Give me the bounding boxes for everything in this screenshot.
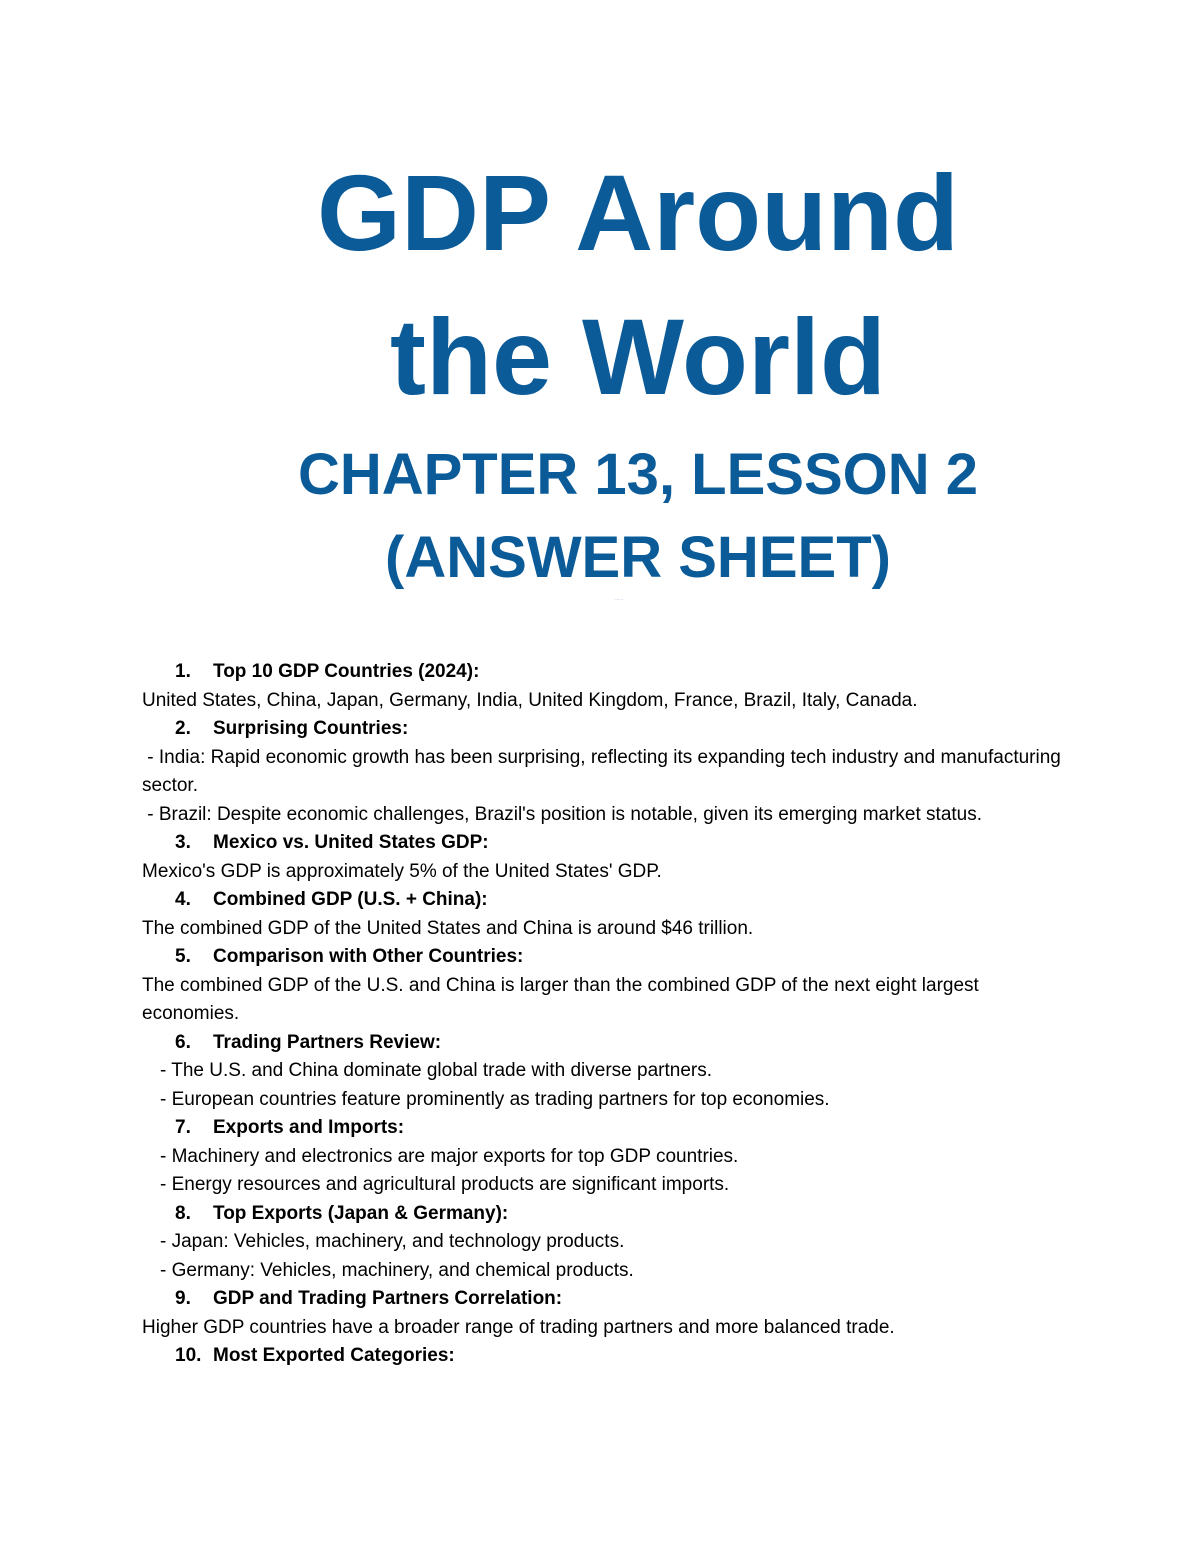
question-heading — [142, 1029, 1062, 1058]
title-line-1: GDP Around — [317, 152, 959, 273]
answer-text: Mexico's GDP is approximately 5% of the United States' GDP. — [142, 860, 662, 882]
answer-text: - India: Rapid economic growth has been surprising, reflecting its expanding tech industry and manufacturing sector. — [142, 746, 1067, 796]
answer-sheet-subtitle: (ANSWER SHEET) — [385, 525, 891, 590]
question-number: 3. — [175, 832, 191, 853]
answer-text: United States, China, Japan, Germany, India, United Kingdom, France, Brazil, Italy, Canada. — [142, 689, 918, 711]
answer-text: The combined GDP of the United States and China is around $46 trillion. — [142, 917, 754, 939]
answer-bullet: - Energy resources and agricultural products are significant imports. — [160, 1174, 730, 1195]
question-number: 1. — [175, 661, 191, 682]
question-number: 5. — [175, 946, 191, 967]
answer-text: Higher GDP countries have a broader range of trading partners and more balanced trade. — [142, 1316, 895, 1338]
tiny-watermark-mark: ······· — [614, 597, 624, 602]
question-text: Most Exported Categories: — [213, 1345, 455, 1366]
question-number: 8. — [175, 1202, 191, 1224]
answer-bullet: - Germany: Vehicles, machinery, and chemical products. — [160, 1259, 634, 1281]
question-text: Exports and Imports: — [213, 1117, 405, 1138]
question-text: Combined GDP (U.S. + China): — [213, 889, 488, 910]
answer-text: The combined GDP of the U.S. and China is larger than the combined GDP of the next eight largest economies. — [142, 974, 979, 1024]
answer-text: - Brazil: Despite economic challenges, Brazil's position is notable, given its emerging market status. — [142, 803, 983, 825]
answer-bullet: - European countries feature prominently as trading partners for top economies. — [160, 1088, 830, 1110]
question-heading — [142, 943, 1062, 972]
question-heading — [142, 1200, 1062, 1229]
question-heading — [142, 886, 1062, 915]
question-number: 6. — [175, 1031, 191, 1053]
question-number: 7. — [175, 1117, 191, 1138]
question-heading — [142, 1342, 1062, 1371]
question-heading — [142, 829, 1062, 858]
question-number: 2. — [175, 718, 191, 739]
question-text: Top Exports (Japan & Germany): — [213, 1202, 509, 1224]
question-heading — [142, 1285, 1062, 1314]
answer-bullet: - The U.S. and China dominate global trade with diverse partners. — [160, 1060, 713, 1081]
question-heading — [142, 1114, 1062, 1143]
question-text: Trading Partners Review: — [213, 1031, 442, 1053]
question-heading — [142, 715, 1062, 744]
question-text: Comparison with Other Countries: — [213, 946, 524, 967]
answer-list — [142, 658, 1067, 1371]
question-text: Surprising Countries: — [213, 718, 409, 739]
answer-bullet: - Japan: Vehicles, machinery, and technology products. — [160, 1231, 625, 1252]
answer-bullet: - Machinery and electronics are major exports for top GDP countries. — [160, 1145, 739, 1167]
question-number: 9. — [175, 1288, 191, 1309]
title-line-2: the World — [390, 296, 886, 417]
question-number: 10. — [175, 1345, 202, 1366]
chapter-heading: CHAPTER 13, LESSON 2 — [297, 442, 979, 507]
question-number: 4. — [175, 889, 191, 910]
question-heading — [142, 658, 1062, 687]
question-text: Top 10 GDP Countries (2024): — [213, 661, 480, 682]
question-text: GDP and Trading Partners Correlation: — [213, 1288, 563, 1309]
question-text: Mexico vs. United States GDP: — [213, 832, 489, 853]
